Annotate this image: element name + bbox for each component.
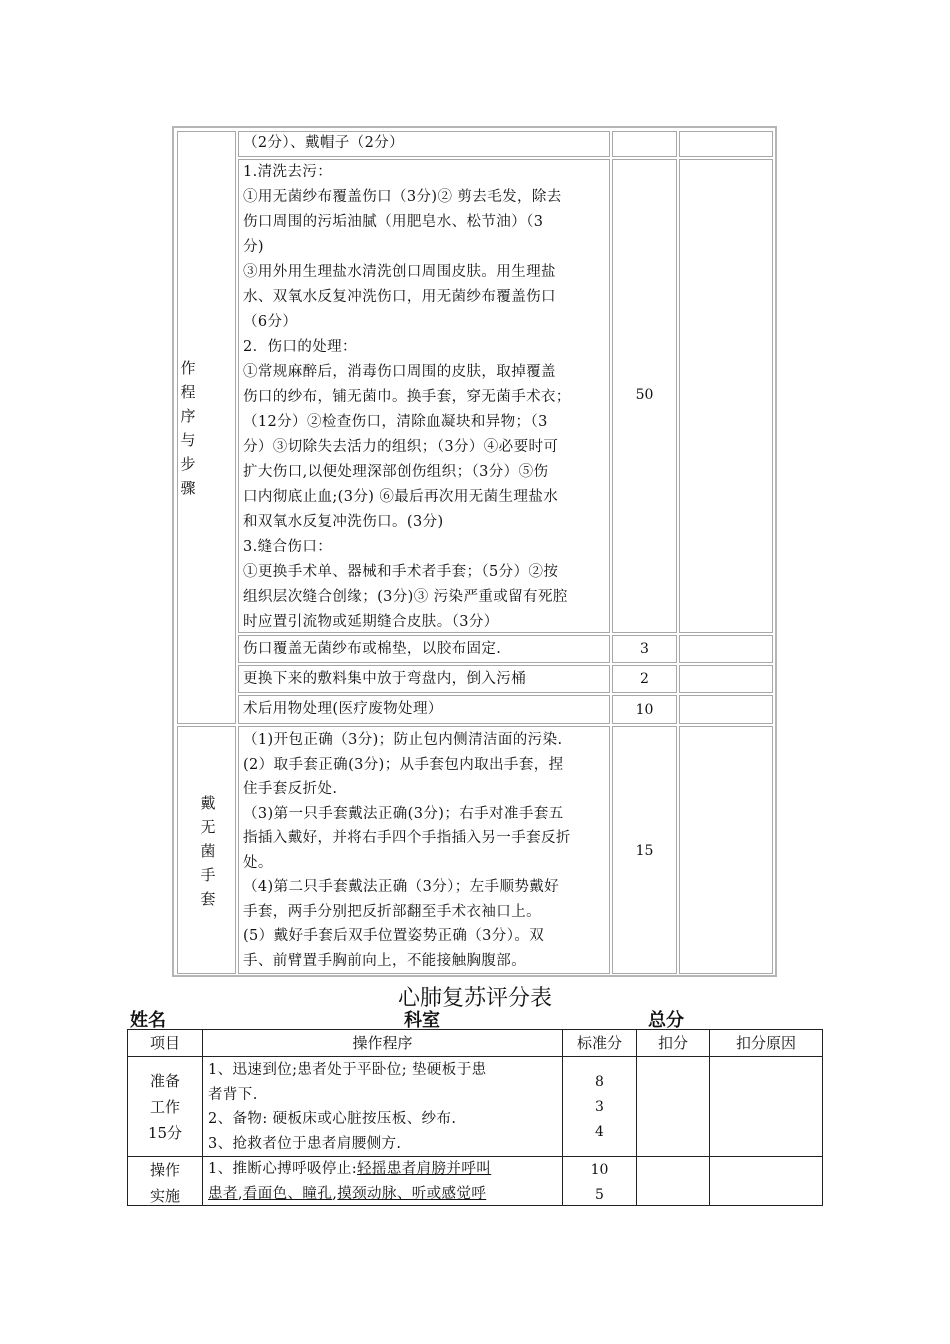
section-label-char: 无	[200, 818, 216, 836]
section-label-char: 与	[180, 431, 196, 449]
text-line: 住手套反折处.	[243, 781, 338, 797]
header-standard-score: 标准分	[576, 1034, 622, 1052]
section-label-char: 程	[180, 383, 196, 401]
score-value: 8	[595, 1074, 604, 1090]
text-line: 3、抢救者位于患者肩腰侧方.	[208, 1135, 402, 1152]
text-line: 扩大伤口,以便处理深部创伤组织；（3分）⑤伤	[243, 464, 549, 480]
text-line: 者背下.	[208, 1086, 258, 1103]
text-line: （6分）	[243, 314, 298, 330]
text-line: （4)第二只手套戴法正确（3分）；左手顺势戴好	[243, 879, 560, 895]
row-dressing-score: 2	[640, 671, 649, 687]
text-line: 组织层次缝合创缘；(3分)③ 污染严重或留有死腔	[243, 589, 568, 605]
text-segment: 1、推断心搏呼吸停止:	[208, 1161, 358, 1177]
text-line: 分)	[243, 239, 264, 255]
prep-label	[128, 1068, 202, 1146]
total-score-label: 总分	[648, 1010, 684, 1031]
section-label-char: 套	[200, 890, 216, 908]
text-line: ①常规麻醉后，消毒伤口周围的皮肤，取掉覆盖	[243, 364, 556, 380]
row-top-text: （2分）、戴帽子（2分）	[243, 135, 404, 151]
prep-label-line: 15分	[147, 1124, 183, 1142]
text-line: 手、前臂置手胸前向上，不能接触胸腹部。	[243, 952, 527, 969]
text-line: 伤口的纱布，铺无菌巾。换手套，穿无菌手术衣；	[243, 389, 571, 405]
section-label-char: 戴	[200, 794, 216, 812]
text-line: 手套，两手分别把反折部翻至手术衣袖口上。	[243, 903, 541, 920]
header-item: 项目	[149, 1034, 180, 1052]
text-line: (5）戴好手套后双手位置姿势正确（3分）。双	[243, 928, 545, 944]
row-cover-score: 3	[640, 641, 649, 657]
section-label-char: 序	[180, 407, 196, 425]
text-line: ①用无菌纱布覆盖伤口（3分)② 剪去毛发，除去	[243, 189, 562, 205]
underlined-text: 患者	[208, 1186, 238, 1202]
form-title: 心肺复苏评分表	[397, 986, 552, 1011]
section-label-char: 步	[180, 455, 196, 473]
underlined-text: 摸颈动脉、听或感觉呼	[337, 1186, 487, 1202]
operation-scores	[563, 1158, 636, 1208]
section-label-char: 手	[200, 866, 216, 884]
text-line: 和双氧水反复冲洗伤口。(3分)	[243, 514, 444, 530]
row-waste-text: 术后用物处理(医疗废物处理）	[243, 701, 443, 717]
score-value: 3	[595, 1099, 604, 1115]
section-label-char: 骤	[180, 479, 196, 497]
text-line: 2、备物: 硬板床或心脏按压板、纱布.	[208, 1111, 457, 1127]
prep-label-line: 准备	[149, 1072, 180, 1090]
text-line: 分）③切除失去活力的组织；（3分）④必要时可	[243, 439, 559, 455]
row-gloves-score: 15	[635, 843, 654, 859]
underlined-text: 看面色、瞳孔	[242, 1186, 333, 1202]
section-label-char: 菌	[200, 842, 216, 860]
header-procedure: 操作程序	[352, 1034, 413, 1052]
text-line: 3.缝合伤口：	[243, 539, 333, 555]
text-line	[208, 1182, 486, 1207]
cell-top-score	[612, 131, 677, 157]
cell-gloves-deduct	[679, 726, 773, 974]
row-divider	[128, 1056, 822, 1057]
text-segment: ,	[332, 1186, 338, 1202]
text-line	[208, 1157, 491, 1182]
text-line: ③用外用生理盐水清洗创口周围皮肤。用生理盐	[243, 264, 556, 280]
scoring-table-continued	[172, 126, 777, 977]
header-deduction-reason: 扣分原因	[735, 1034, 796, 1052]
score-value: 5	[595, 1187, 604, 1203]
name-label: 姓名	[130, 1010, 166, 1031]
text-line: 1.清洗去污：	[243, 164, 333, 180]
text-line: 伤口周围的污垢油腻（用肥皂水、松节油）（3	[243, 214, 544, 230]
operation-label	[128, 1157, 202, 1209]
row-main-score: 50	[635, 387, 654, 403]
text-line: （12分）②检查伤口，清除血凝块和异物；（3	[243, 414, 548, 430]
operation-label-line: 操作	[149, 1161, 180, 1179]
cell-top-deduct	[679, 131, 773, 157]
section-label-char: 作	[180, 359, 196, 377]
text-line: 指插入戴好，并将右手四个手指插入另一手套反折	[243, 830, 571, 846]
row-cover-text: 伤口覆盖无菌纱布或棉垫，以胶布固定.	[243, 641, 502, 657]
header-deduction: 扣分	[657, 1034, 688, 1052]
underlined-text: 轻摇患者肩膀并呼叫	[357, 1161, 492, 1177]
cell-dressing-deduct	[679, 665, 773, 693]
text-line: （3)第一只手套戴法正确(3分)；右手对准手套五	[243, 805, 564, 822]
text-line: 1、迅速到位;患者处于平卧位; 垫硬板于患	[208, 1062, 487, 1078]
cell-waste-deduct	[679, 695, 773, 724]
text-line: 时应置引流物或延期缝合皮肤。（3分）	[243, 614, 499, 630]
text-line: ①更换手术单、器械和手术者手套；（5分）②按	[243, 564, 559, 580]
text-line: 处。	[243, 854, 273, 871]
prep-scores	[563, 1070, 636, 1145]
score-value: 4	[595, 1124, 604, 1140]
operation-label-line: 实施	[149, 1187, 180, 1205]
cpr-scoring-table	[127, 1029, 823, 1206]
prep-label-line: 工作	[149, 1098, 180, 1116]
department-label: 科室	[404, 1010, 440, 1031]
score-value: 10	[590, 1162, 609, 1178]
row-dressing-text: 更换下来的敷料集中放于弯盘内，倒入污桶	[243, 671, 527, 687]
text-line: 水、双氧水反复冲洗伤口，用无菌纱布覆盖伤口	[243, 289, 556, 305]
row-waste-score: 10	[635, 702, 654, 718]
text-line: （1)开包正确（3分)；防止包内侧清洁面的污染.	[243, 732, 563, 748]
text-line: 2．伤口的处理：	[243, 339, 357, 355]
cell-main-deduct	[679, 159, 773, 633]
text-segment: ,	[237, 1186, 243, 1202]
text-line: 口内彻底止血;(3分) ⑥最后再次用无菌生理盐水	[243, 489, 559, 505]
cell-cover-deduct	[679, 635, 773, 663]
text-line: (2）取手套正确(3分)；从手套包内取出手套，捏	[243, 756, 564, 773]
